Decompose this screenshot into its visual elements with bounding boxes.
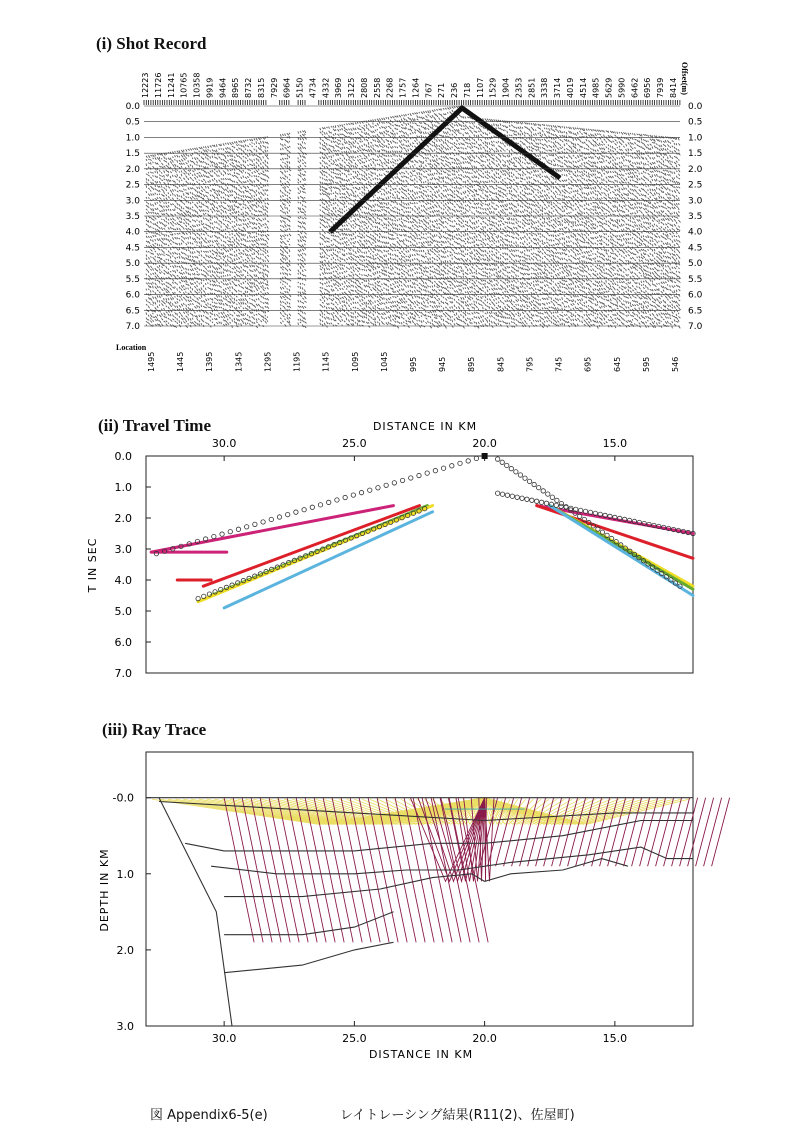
time-tick-right: 3.0 [688, 196, 703, 207]
offset-tick: 1757 [398, 77, 408, 98]
offset-tick: 236 [450, 82, 460, 98]
tt-ytick: 1.0 [114, 481, 132, 494]
offset-tick: 3125 [347, 77, 357, 98]
location-tick: 895 [467, 356, 477, 372]
time-tick-left: 4.0 [125, 227, 140, 238]
rt-xtick: 30.0 [211, 1032, 237, 1045]
figure-caption: レイトレーシング結果(R11(2)、佐屋町) [340, 1108, 575, 1123]
time-tick-right: 2.0 [688, 164, 703, 175]
location-tick: 795 [525, 356, 535, 372]
tt-ytick: 0.0 [114, 450, 132, 463]
offset-axis-label: Offset(m) [680, 62, 689, 95]
offset-tick: 10358 [192, 72, 202, 98]
shot-record-title: (i) Shot Record [96, 34, 207, 53]
tt-ytick: 2.0 [114, 512, 132, 525]
time-tick-right: 5.5 [688, 274, 703, 285]
time-tick-left: 5.5 [125, 274, 140, 285]
rt-layer-boundary [224, 912, 393, 935]
time-tick-right: 2.5 [688, 180, 703, 191]
time-tick-left: 6.5 [125, 306, 140, 317]
rt-ytick: 3.0 [116, 1020, 134, 1033]
offset-tick: 8414 [669, 77, 678, 98]
time-tick-left: 1.0 [125, 133, 140, 144]
time-tick-right: 6.5 [688, 306, 703, 317]
location-tick: 845 [496, 356, 506, 372]
tt-ytick: 6.0 [114, 636, 132, 649]
travel-time-ylabel: T IN SEC [86, 537, 99, 593]
rt-layer-boundary [159, 798, 232, 1026]
offset-tick: 8965 [231, 77, 241, 98]
offset-tick: 9919 [205, 77, 215, 98]
tt-ytick: 3.0 [114, 543, 132, 556]
time-tick-left: 4.5 [125, 243, 140, 254]
offset-tick: 1529 [488, 77, 498, 98]
offset-tick: 2268 [385, 77, 395, 98]
rt-xtick: 20.0 [472, 1032, 497, 1045]
offset-tick: 11241 [166, 72, 176, 98]
location-tick: 995 [409, 356, 418, 372]
location-axis-label: Location [116, 343, 147, 352]
offset-tick: 2851 [527, 77, 537, 98]
time-tick-left: 7.0 [125, 322, 140, 332]
ray-trace-frame [146, 752, 693, 1026]
location-tick: 595 [641, 356, 651, 372]
offset-tick: 767 [424, 82, 434, 98]
offset-tick: 12223 [141, 72, 150, 98]
offset-tick: 7929 [269, 77, 279, 98]
offset-tick: 6956 [643, 77, 653, 98]
rt-ytick: 2.0 [116, 943, 134, 957]
offset-tick: 8315 [256, 77, 266, 98]
location-tick: 745 [554, 356, 564, 372]
time-tick-left: 5.0 [125, 259, 140, 270]
tt-ytick: 5.0 [114, 605, 132, 618]
tt-ytick: 4.0 [114, 574, 132, 587]
offset-tick: 5990 [617, 77, 627, 98]
offset-tick: 4514 [578, 77, 588, 98]
offset-tick: 7939 [656, 77, 666, 98]
ray-trace-title: (iii) Ray Trace [102, 720, 207, 739]
time-tick-left: 0.5 [125, 117, 140, 128]
time-tick-right: 7.0 [688, 322, 703, 332]
offset-tick: 5150 [295, 77, 305, 98]
tt-xtick: 20.0 [472, 437, 497, 450]
rt-layer-boundary [224, 942, 393, 972]
offset-tick: 2808 [359, 77, 369, 98]
time-tick-left: 2.0 [125, 164, 140, 175]
location-tick: 1345 [234, 351, 244, 372]
location-tick: 1295 [263, 351, 273, 372]
ray-trace-ylabel: DEPTH IN KM [98, 848, 111, 932]
time-tick-left: 3.5 [125, 212, 140, 222]
location-tick: 1145 [321, 351, 331, 372]
travel-time-title: (ii) Travel Time [98, 416, 212, 435]
offset-tick: 271 [437, 82, 447, 98]
offset-tick: 3714 [553, 77, 563, 98]
location-tick: 1095 [350, 351, 360, 372]
offset-tick: 1264 [411, 77, 421, 98]
travel-time-xlabel: DISTANCE IN KM [372, 420, 478, 433]
location-tick: 695 [583, 356, 593, 372]
offset-tick: 10765 [179, 72, 189, 98]
rt-xtick: 25.0 [342, 1032, 367, 1045]
time-tick-left: 2.5 [125, 180, 140, 191]
tt-xtick: 30.0 [211, 437, 237, 450]
time-tick-left: 6.0 [125, 290, 140, 301]
offset-tick: 8732 [244, 77, 254, 98]
offset-tick: 11726 [153, 72, 163, 98]
location-tick: 945 [438, 356, 448, 372]
offset-tick: 1904 [501, 77, 511, 98]
rt-xtick: 15.0 [602, 1032, 628, 1045]
rt-ytick: -0.0 [112, 791, 134, 805]
offset-tick: 3338 [540, 77, 550, 98]
time-tick-right: 4.0 [688, 227, 703, 238]
time-tick-left: 3.0 [125, 196, 140, 207]
rt-ytick: 1.0 [116, 867, 134, 881]
time-tick-right: 3.5 [688, 212, 703, 222]
location-tick: 1495 [147, 351, 156, 372]
offset-tick: 6462 [630, 77, 640, 98]
location-tick: 1395 [205, 351, 215, 372]
time-tick-right: 1.0 [688, 133, 703, 144]
location-tick: 1195 [292, 351, 302, 372]
time-tick-right: 5.0 [688, 259, 703, 270]
time-tick-right: 6.0 [688, 290, 703, 301]
offset-tick: 2558 [372, 77, 382, 98]
offset-tick: 2353 [514, 77, 524, 98]
time-tick-right: 1.5 [688, 149, 703, 160]
offset-tick: 9464 [218, 77, 228, 98]
tt-xtick: 25.0 [342, 437, 367, 450]
location-tick: 645 [612, 356, 622, 372]
time-tick-right: 0.5 [688, 117, 703, 128]
time-tick-left: 1.5 [125, 149, 140, 160]
rt-layer-boundary [224, 859, 628, 897]
offset-tick: 4332 [321, 77, 331, 98]
offset-tick: 5629 [604, 77, 614, 98]
offset-tick: 3969 [334, 77, 344, 98]
ray-trace-xlabel: DISTANCE IN KM [368, 1048, 474, 1061]
offset-tick: 718 [462, 82, 472, 98]
tt-ytick: 7.0 [114, 667, 132, 680]
time-tick-left: 0.0 [125, 102, 140, 112]
tt-xtick: 15.0 [602, 437, 628, 450]
location-tick: 546 [671, 356, 680, 372]
location-tick: 1445 [176, 351, 186, 372]
offset-tick: 4734 [308, 77, 318, 98]
offset-tick: 4019 [565, 77, 575, 98]
figure-number: 図 Appendix6-5(e) [150, 1108, 268, 1123]
time-tick-right: 4.5 [688, 243, 703, 254]
time-tick-right: 0.0 [688, 102, 703, 112]
offset-tick: 4985 [591, 77, 601, 98]
offset-tick: 1107 [475, 77, 485, 98]
offset-tick: 6964 [282, 77, 292, 98]
location-tick: 1045 [379, 351, 389, 372]
